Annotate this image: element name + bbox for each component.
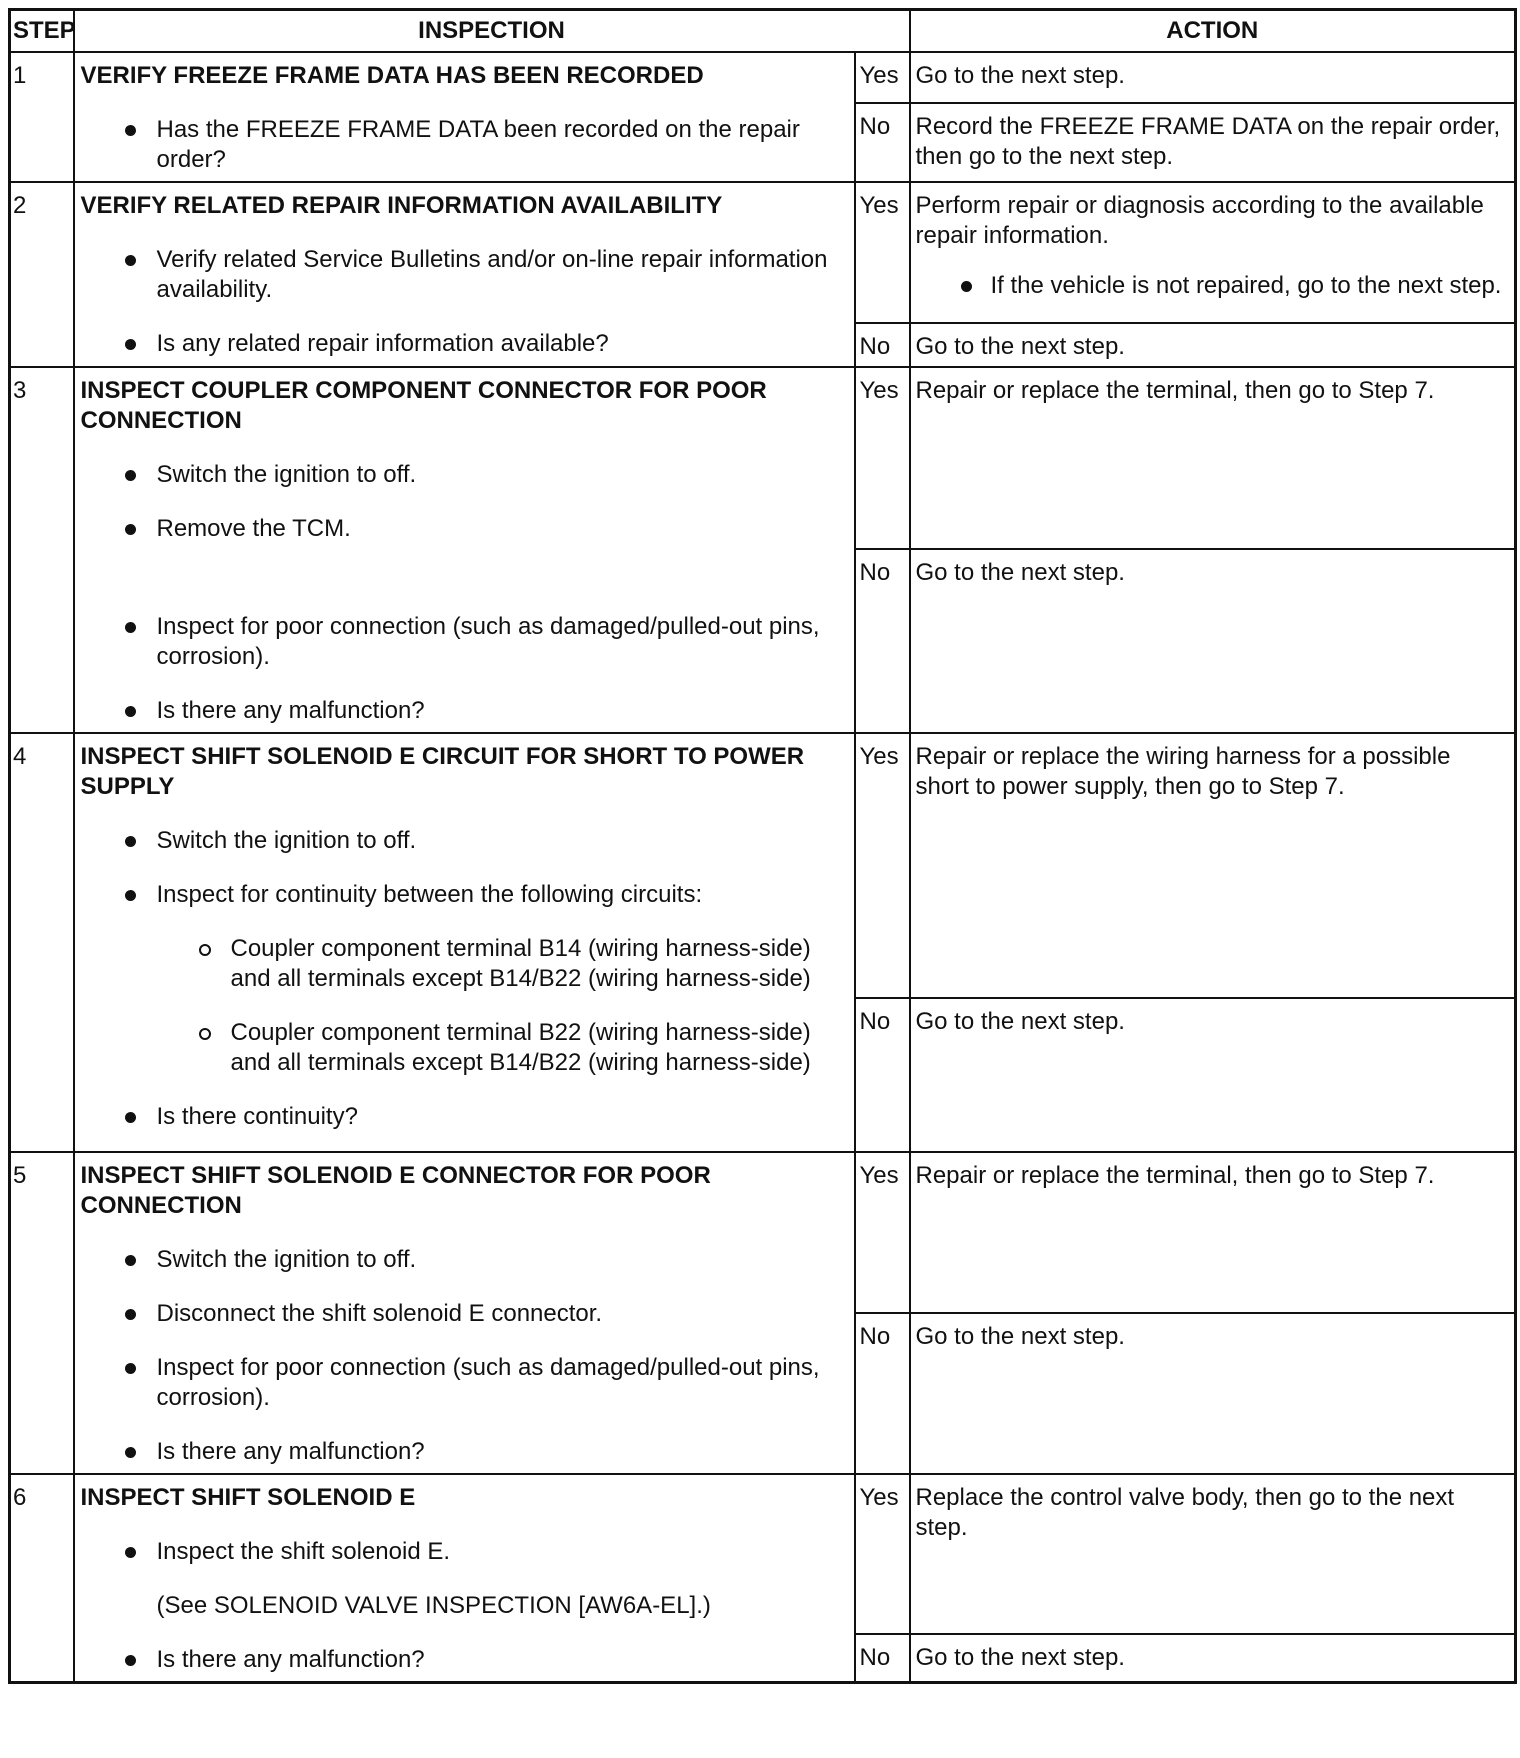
step-number: 3 [10, 367, 74, 733]
step-number: 5 [10, 1152, 74, 1474]
yes-label: Yes [855, 182, 910, 323]
inspection-item: Switch the ignition to off. [81, 826, 848, 856]
diagnostic-procedure [8, 8, 1517, 1684]
header-inspection: INSPECTION [74, 10, 910, 53]
inspection-item: Switch the ignition to off. [81, 460, 848, 490]
inspection-item: Verify related Service Bulletins and/or on-line repair information availability. [81, 245, 848, 305]
step-number: 6 [10, 1474, 74, 1683]
yes-action-bullet: If the vehicle is not repaired, go to the next step. [916, 271, 1509, 301]
yes-label: Yes [855, 367, 910, 549]
step-row [10, 52, 1516, 103]
step-title: INSPECT COUPLER COMPONENT CONNECTOR FOR POOR CONNECTION [80, 377, 767, 434]
yes-label: Yes [855, 52, 910, 103]
step-number: 4 [10, 733, 74, 1152]
step-row [10, 182, 1516, 323]
inspection-subitem: Coupler component terminal B22 (wiring harness-side) and all terminals except B14/B22 (wiring harness-side) [81, 1018, 848, 1078]
yes-action: Repair or replace the wiring harness for a possible short to power supply, then go to Step 7. [910, 733, 1516, 998]
yes-label: Yes [855, 733, 910, 998]
inspection-item: Switch the ignition to off. [81, 1245, 848, 1275]
inspection-item: Is any related repair information available? [81, 329, 848, 359]
inspection-cell [74, 367, 855, 733]
step-title: VERIFY FREEZE FRAME DATA HAS BEEN RECORDED [80, 62, 704, 89]
step-title: INSPECT SHIFT SOLENOID E [80, 1484, 416, 1511]
header-row [10, 10, 1516, 53]
yes-label: Yes [855, 1474, 910, 1634]
inspection-note: (See SOLENOID VALVE INSPECTION [AW6A-EL].) [156, 1592, 711, 1619]
no-label: No [855, 1634, 910, 1683]
step-title: INSPECT SHIFT SOLENOID E CONNECTOR FOR POOR CONNECTION [80, 1162, 711, 1219]
inspection-cell [74, 182, 855, 367]
no-label: No [855, 323, 910, 367]
no-action: Go to the next step. [910, 998, 1516, 1152]
inspection-item: Has the FREEZE FRAME DATA been recorded on the repair order? [81, 115, 848, 175]
inspection-item: Disconnect the shift solenoid E connector. [81, 1299, 848, 1329]
step-title: VERIFY RELATED REPAIR INFORMATION AVAILABILITY [80, 192, 723, 219]
step-number: 1 [10, 52, 74, 182]
yes-action-cell [910, 182, 1516, 323]
yes-action: Replace the control valve body, then go to the next step. [910, 1474, 1516, 1634]
yes-label: Yes [855, 1152, 910, 1313]
inspection-item: Inspect for poor connection (such as damaged/pulled-out pins, corrosion). [81, 1353, 848, 1413]
step-row [10, 367, 1516, 549]
inspection-item: Inspect the shift solenoid E. [81, 1537, 848, 1567]
step-row [10, 1152, 1516, 1313]
no-action: Go to the next step. [910, 323, 1516, 367]
inspection-item: Remove the TCM. [81, 514, 848, 544]
inspection-item: Is there any malfunction? [81, 1645, 848, 1675]
header-step: STEP [10, 10, 74, 53]
inspection-cell [74, 1152, 855, 1474]
yes-action: Repair or replace the terminal, then go to Step 7. [910, 367, 1516, 549]
no-action: Record the FREEZE FRAME DATA on the repair order, then go to the next step. [910, 103, 1516, 182]
inspection-item: Inspect for continuity between the following circuits: [81, 880, 848, 910]
yes-action: Go to the next step. [910, 52, 1516, 103]
inspection-item: Is there continuity? [81, 1102, 848, 1132]
no-action: Go to the next step. [910, 1634, 1516, 1683]
no-action: Go to the next step. [910, 1313, 1516, 1474]
diagnostic-table [8, 8, 1517, 1684]
no-action: Go to the next step. [910, 549, 1516, 733]
step-number: 2 [10, 182, 74, 367]
step-title: INSPECT SHIFT SOLENOID E CIRCUIT FOR SHORT TO POWER SUPPLY [80, 743, 805, 800]
no-label: No [855, 103, 910, 182]
inspection-cell [74, 52, 855, 182]
inspection-cell [74, 733, 855, 1152]
no-label: No [855, 1313, 910, 1474]
yes-action: Perform repair or diagnosis according to the available repair information. [915, 192, 1484, 249]
no-label: No [855, 998, 910, 1152]
inspection-item: Is there any malfunction? [81, 1437, 848, 1467]
header-action: ACTION [910, 10, 1516, 53]
step-row [10, 1474, 1516, 1634]
yes-action: Repair or replace the terminal, then go to Step 7. [910, 1152, 1516, 1313]
inspection-item: Is there any malfunction? [81, 696, 848, 726]
inspection-cell [74, 1474, 855, 1683]
step-row [10, 733, 1516, 998]
no-label: No [855, 549, 910, 733]
inspection-subitem: Coupler component terminal B14 (wiring harness-side) and all terminals except B14/B22 (wiring harness-side) [81, 934, 848, 994]
inspection-item: Inspect for poor connection (such as damaged/pulled-out pins, corrosion). [81, 612, 848, 672]
